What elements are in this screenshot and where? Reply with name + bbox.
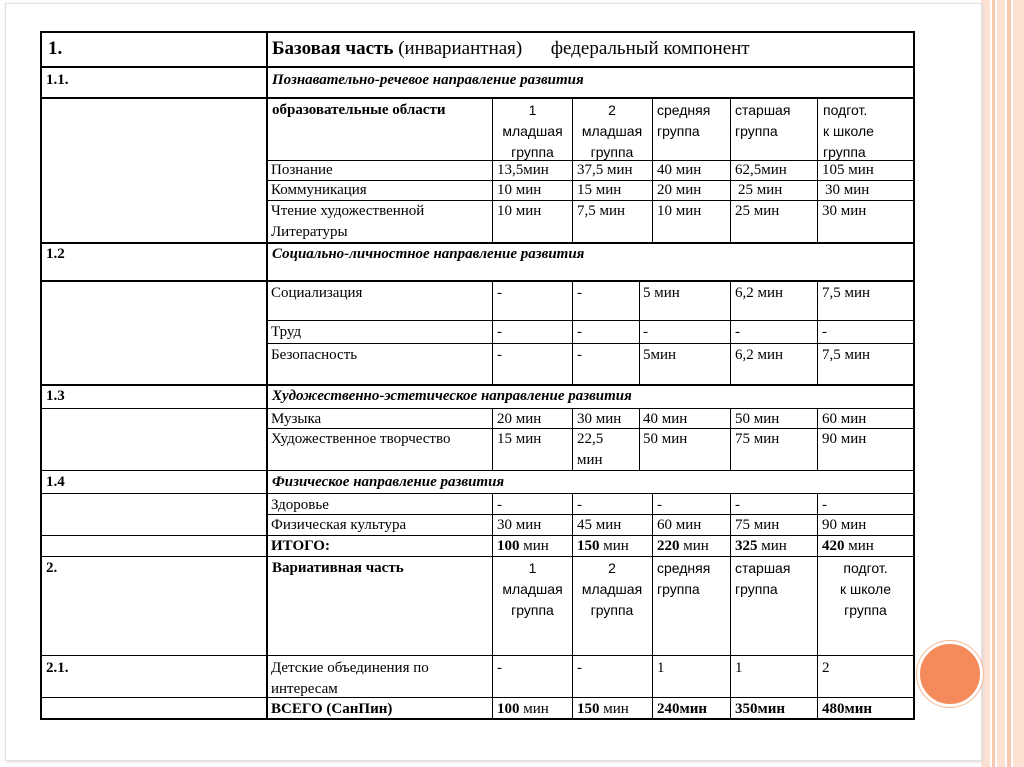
age-group-header: 1 младшая группа [502,102,563,160]
age-group-header: старшая группа [735,560,791,597]
row-label: Познание [271,162,333,178]
cell-value: 30 мин [822,203,867,219]
cell-value: 30 мин [825,182,870,198]
cell-value: - [497,347,502,363]
age-group-header: 1 младшая группа [502,560,563,618]
age-group-header: старшая группа [735,102,791,139]
total-value: 420 мин [822,538,874,554]
cell-value: 7,5 мин [822,285,871,301]
section-number: 2.1. [46,660,69,676]
cell-value: - [497,285,502,301]
row-label: Музыка [271,411,322,427]
row-label: Безопасность [271,347,358,363]
cell-value: 50 мин [643,431,688,447]
cell-value: - [577,324,582,340]
row-label: Физическая культура [271,517,407,533]
age-group-header: средняя группа [657,102,711,139]
cell-value: 50 мин [735,411,780,427]
cell-value: 45 мин [577,517,622,533]
areas-label: образовательные области [272,102,446,118]
decorative-stripe [1013,0,1024,767]
cell-value: 20 мин [657,182,702,198]
cell-value: 22,5 мин [577,431,604,468]
decorative-stripe [1007,0,1011,767]
decorative-stripe [981,0,990,767]
cell-value: 6,2 мин [735,285,784,301]
cell-value: 40 мин [657,162,702,178]
section-number: 1.3 [46,388,65,404]
cell-value: 25 мин [735,203,780,219]
grand-total-value: 350мин [735,701,786,717]
total-value: 100 мин [497,538,549,554]
cell-value: 30 мин [577,411,622,427]
cell-value: 62,5мин [735,162,787,178]
cell-value: 40 мин [643,411,688,427]
total-value: 325 мин [735,538,787,554]
cell-value: - [497,324,502,340]
cell-value: 7,5 мин [577,203,626,219]
cell-value: - [657,497,662,513]
cell-value: 60 мин [822,411,867,427]
row-label: Художественное творчество [271,431,451,447]
cell-value: 10 мин [497,182,542,198]
decorative-stripe [997,0,1005,767]
section-title: Физическое направление развития [272,474,505,490]
section-title: Познавательно-речевое направление развития [272,72,584,88]
cell-value: 15 мин [577,182,622,198]
header-title-bold: Базовая часть [272,38,394,59]
cell-value: 5 мин [643,285,680,301]
grand-total-label: ВСЕГО (СанПин) [271,701,393,717]
cell-value: - [577,497,582,513]
cell-value: 15 мин [497,431,542,447]
cell-value: - [643,324,648,340]
age-group-header: 2 младшая группа [581,102,643,160]
total-value: 220 мин [657,538,709,554]
decorative-circle [917,641,983,707]
cell-value: - [822,497,827,513]
cell-value: - [822,324,827,340]
section-title: Вариативная часть [272,560,404,576]
decorative-stripe [992,0,995,767]
cell-value: 25 мин [738,182,783,198]
cell-value: 1 [657,660,665,676]
cell-value: 90 мин [822,517,867,533]
cell-value: 1 [735,660,743,676]
cell-value: 30 мин [497,517,542,533]
cell-value: - [497,660,502,676]
cell-value: 10 мин [657,203,702,219]
header-number: 1. [48,38,63,59]
section-number: 1.2 [46,246,65,262]
cell-value: - [735,497,740,513]
cell-value: 105 мин [822,162,874,178]
age-group-header: 2 младшая группа [581,560,643,618]
age-group-header: средняя группа [657,560,711,597]
row-label: Социализация [271,285,363,301]
grand-total-value: 240мин [657,701,708,717]
grand-total-value: 150 мин [577,701,629,717]
grand-total-value: 100 мин [497,701,549,717]
total-label: ИТОГО: [271,538,330,554]
age-group-header: подгот. к школе группа [840,560,891,618]
grand-total-value: 480мин [822,701,873,717]
row-label: Коммуникация [271,182,367,198]
cell-value: - [577,285,582,301]
section-title: Художественно-эстетическое направление развития [272,388,632,404]
cell-value: 5мин [643,347,677,363]
section-number: 2. [46,560,58,576]
header-title [272,37,750,61]
row-label: Детские объединения по интересам [271,660,429,697]
cell-value: - [577,660,582,676]
cell-value: 2 [822,660,830,676]
cell-value: 75 мин [735,517,780,533]
total-value: 150 мин [577,538,629,554]
cell-value: 6,2 мин [735,347,784,363]
row-label: Труд [271,324,302,340]
cell-value: 20 мин [497,411,542,427]
cell-value: 10 мин [497,203,542,219]
row-label: Здоровье [271,497,329,513]
cell-value: - [577,347,582,363]
cell-value: 13,5мин [497,162,549,178]
cell-value: 90 мин [822,431,867,447]
header-title-rest: (инвариантная) федеральный компонент [398,38,750,59]
row-label: Чтение художественной Литературы [271,203,425,240]
section-number: 1.1. [46,72,69,88]
section-number: 1.4 [46,474,65,490]
cell-value: 60 мин [657,517,702,533]
cell-value: 75 мин [735,431,780,447]
cell-value: 37,5 мин [577,162,633,178]
cell-value: 7,5 мин [822,347,871,363]
age-group-header: подгот. к школе группа [823,102,874,160]
section-title: Социально-личностное направление развития [272,246,585,262]
cell-value: - [735,324,740,340]
cell-value: - [497,497,502,513]
